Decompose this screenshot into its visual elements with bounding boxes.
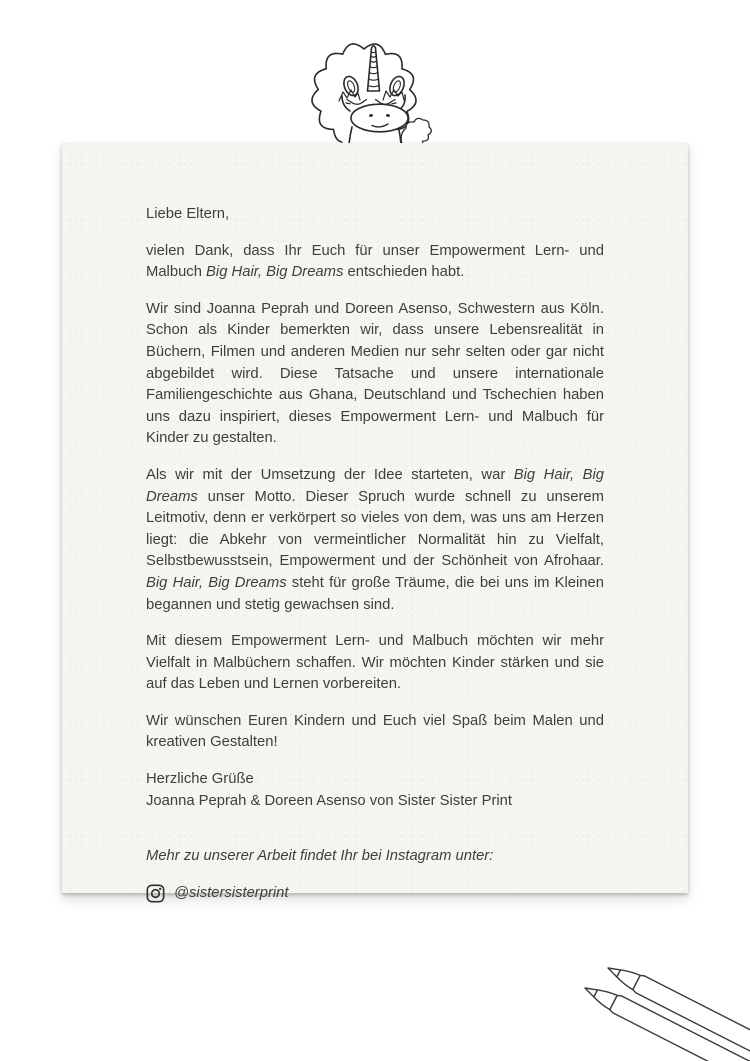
letter-paper xyxy=(62,143,688,901)
instagram-handle: @sistersisterprint xyxy=(174,884,289,901)
paragraph-thanks-text: vielen Dank, dass Ihr Euch für unser Empowerment Lern- und Malbuch xyxy=(146,242,604,281)
closing-line: Herzliche Grüße xyxy=(146,771,254,788)
paragraph-motto: Als wir mit der Umsetzung der Idee starteten, war Big Hair, Big Dreams unser Motto. Dieser Spruch wurde schnell zu unserem Leitmotiv, denn er verkörpert so vieles von dem, was uns am Herzen liegt: die Abkehr von vermeintlicher Normalität hin zu Vielfalt, Selbstbewusstsein, Empowerment und der Schönheit von Afrohaar. Big Hair, Big Dreams steht für große Träume, die bei uns im Kleinen begannen und stetig gewachsen sind. xyxy=(146,466,604,613)
letter-body xyxy=(146,204,604,904)
paragraph-mission: Mit diesem Empowerment Lern- und Malbuch möchten wir mehr Vielfalt in Malbüchern schaffen. Wir möchten Kinder stärken und sie auf das Leben und Lernen vorbereiten. xyxy=(146,633,604,693)
pens-illustration xyxy=(540,900,750,1061)
signature-line: Joanna Peprah & Doreen Asenso von Sister Sister Print xyxy=(146,792,513,809)
book-title: Big Hair, Big Dreams xyxy=(206,264,344,281)
footer-note: Mehr zu unserer Arbeit findet Ihr bei Instagram unter: xyxy=(146,848,494,865)
unicorn-muzzle xyxy=(351,104,408,132)
paragraph-wishes: Wir wünschen Euren Kindern und Euch viel Spaß beim Malen und kreativen Gestalten! xyxy=(146,712,604,751)
instagram-icon xyxy=(146,884,165,903)
book-title: Big Hair, Big Dreams xyxy=(146,574,287,591)
paragraph-intro: Wir sind Joanna Peprah und Doreen Asenso, Schwestern aus Köln. Schon als Kinder bemerkten wir, dass unsere Lebensrealität in Büchern, Filmen und anderen Medien nur sehr selten oder gar nicht abgebildet wird. Diese Tatsache und unsere internationale Familiengeschichte aus Ghana, Deutschland und Tschechien haben uns dazu inspiriert, dieses Empowerment Lern- und Malbuch für Kinder zu gestalten. xyxy=(146,300,604,447)
salutation: Liebe Eltern, xyxy=(146,206,230,222)
paragraph-thanks: vielen Dank, dass Ihr Euch für unser Empowerment Lern- und Malbuch Big Hair, Big Dreams entschieden habt. xyxy=(146,242,604,281)
book-title: Big Hair, Big Dreams xyxy=(146,466,604,505)
instagram-row xyxy=(146,883,604,905)
unicorn-illustration xyxy=(295,38,467,144)
